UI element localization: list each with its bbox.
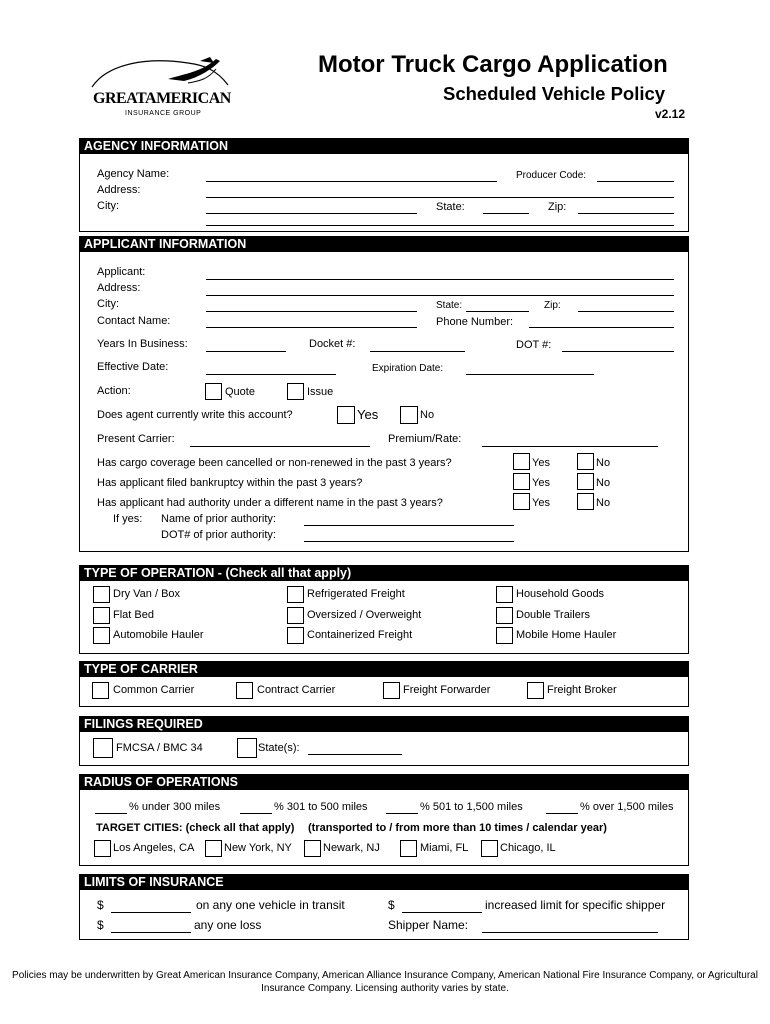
effective-date-field[interactable] (206, 374, 336, 375)
operation-checkbox[interactable] (496, 607, 513, 624)
action-label: Action: (97, 385, 131, 397)
agency-state-field[interactable] (483, 213, 529, 214)
states-label: State(s): (258, 742, 300, 754)
operation-label: Containerized Freight (307, 629, 413, 641)
operation-checkbox[interactable] (287, 627, 304, 644)
city-checkbox[interactable] (94, 840, 111, 857)
city-label: Miami, FL (420, 842, 469, 854)
operation-checkbox[interactable] (287, 586, 304, 603)
carrier-checkbox[interactable] (92, 682, 109, 699)
applicant-field[interactable] (206, 279, 674, 280)
agency-extra-field[interactable] (206, 225, 674, 226)
agent-writes-label: Does agent currently write this account? (97, 409, 293, 421)
agency-address-label: Address: (97, 184, 141, 196)
expiration-date-label: Expiration Date: (372, 363, 444, 374)
operation-label: Double Trailers (516, 609, 590, 621)
section-header: AGENCY INFORMATION (80, 139, 688, 154)
section-header: TYPE OF OPERATION - (Check all that apply) (80, 566, 688, 581)
agency-name-field[interactable] (206, 181, 497, 182)
radius-301-500-field[interactable] (240, 813, 272, 814)
limit-loss-field[interactable] (111, 932, 191, 933)
page-subtitle: Scheduled Vehicle Policy (443, 83, 666, 104)
contact-name-field[interactable] (206, 327, 417, 328)
q-bankruptcy-label: Has applicant filed bankruptcy within the past 3 years? (97, 477, 363, 489)
operation-checkbox[interactable] (496, 586, 513, 603)
section-header: RADIUS OF OPERATIONS (80, 775, 688, 790)
applicant-state-label: State: (436, 300, 463, 311)
radius-under-300-field[interactable] (95, 813, 127, 814)
shipper-name-label: Shipper Name: (388, 918, 469, 932)
radius-over-1500-label: % over 1,500 miles (580, 801, 674, 813)
agent-writes-yes-label: Yes (357, 407, 379, 422)
applicant-label: Applicant: (97, 266, 146, 278)
target-cities-label: TARGET CITIES: (check all that apply) (96, 822, 295, 834)
quote-checkbox[interactable] (205, 383, 222, 400)
applicant-city-field[interactable] (206, 311, 417, 312)
agent-writes-no-checkbox[interactable] (400, 406, 418, 424)
carrier-label: Freight Forwarder (403, 684, 491, 696)
agency-city-field[interactable] (206, 213, 417, 214)
prior-dot-label: DOT# of prior authority: (161, 529, 276, 541)
producer-code-field[interactable] (597, 181, 674, 182)
docket-label: Docket #: (309, 338, 356, 350)
applicant-state-field[interactable] (466, 311, 529, 312)
operation-checkbox[interactable] (287, 607, 304, 624)
q-bankruptcy-no-checkbox[interactable] (577, 473, 594, 490)
section-header: LIMITS OF INSURANCE (80, 875, 688, 890)
operation-label: Household Goods (516, 588, 605, 600)
radius-501-1500-label: % 501 to 1,500 miles (420, 801, 523, 813)
prior-name-field[interactable] (304, 525, 514, 526)
q-authority-yes-checkbox[interactable] (513, 493, 530, 510)
city-label: Los Angeles, CA (113, 842, 195, 854)
limit-vehicle-label: on any one vehicle in transit (196, 898, 345, 912)
docket-field[interactable] (370, 351, 465, 352)
expiration-date-field[interactable] (466, 374, 594, 375)
operation-label: Flat Bed (113, 609, 154, 621)
carrier-label: Contract Carrier (257, 684, 336, 696)
section-header: TYPE OF CARRIER (80, 662, 688, 677)
quote-label: Quote (225, 386, 255, 398)
city-label: Newark, NJ (323, 842, 380, 854)
if-yes-label: If yes: (113, 513, 143, 525)
applicant-city-label: City: (97, 298, 119, 310)
operation-label: Dry Van / Box (113, 588, 181, 600)
limit-increased-dollar: $ (388, 898, 395, 912)
states-checkbox[interactable] (237, 738, 257, 758)
agent-writes-yes-checkbox[interactable] (337, 406, 355, 424)
shipper-name-field[interactable] (482, 932, 658, 933)
q-bankruptcy-no-label: No (596, 477, 611, 489)
q-cancelled-no-checkbox[interactable] (577, 453, 594, 470)
states-field[interactable] (308, 754, 402, 755)
carrier-checkbox[interactable] (236, 682, 253, 699)
agent-writes-no-label: No (420, 409, 435, 421)
operation-checkbox[interactable] (496, 627, 513, 644)
city-checkbox[interactable] (481, 840, 498, 857)
dot-label: DOT #: (516, 339, 552, 351)
carrier-label: Freight Broker (547, 684, 617, 696)
filings-section (79, 716, 689, 766)
phone-number-field[interactable] (529, 327, 674, 328)
q-authority-no-label: No (596, 497, 611, 509)
footer-disclaimer: Policies may be underwritten by Great American Insurance Company, American Alliance Insurance Company, American National Fire Insurance Company, or Agricultural Insurance Company. Licensing authority varies by state. (12, 970, 758, 994)
limit-increased-label: increased limit for specific shipper (485, 898, 666, 912)
operation-label: Mobile Home Hauler (516, 629, 617, 641)
operation-checkbox[interactable] (93, 627, 110, 644)
section-header: APPLICANT INFORMATION (80, 237, 688, 252)
page-title: Motor Truck Cargo Application (318, 51, 668, 78)
radius-501-1500-field[interactable] (386, 813, 418, 814)
q-cancelled-no-label: No (596, 457, 611, 469)
limit-loss-label: any one loss (194, 918, 262, 932)
applicant-zip-field[interactable] (578, 311, 674, 312)
issue-checkbox[interactable] (287, 383, 304, 400)
city-checkbox[interactable] (400, 840, 417, 857)
q-authority-no-checkbox[interactable] (577, 493, 594, 510)
operation-label: Refrigerated Freight (307, 588, 405, 600)
carrier-checkbox[interactable] (527, 682, 544, 699)
agency-zip-label: Zip: (548, 201, 567, 213)
applicant-address-label: Address: (97, 282, 141, 294)
phone-number-label: Phone Number: (436, 316, 514, 328)
q-authority-label: Has applicant had authority under a different name in the past 3 years? (97, 497, 443, 509)
dot-field[interactable] (562, 351, 674, 352)
agency-address-field[interactable] (206, 197, 674, 198)
present-carrier-field[interactable] (190, 446, 370, 447)
premium-rate-label: Premium/Rate: (388, 433, 462, 445)
city-label: Chicago, IL (500, 842, 556, 854)
eagle-wing-icon (88, 55, 238, 95)
agency-state-label: State: (436, 201, 465, 213)
radius-under-300-label: % under 300 miles (129, 801, 221, 813)
operation-checkbox[interactable] (93, 586, 110, 603)
transported-note: (transported to / from more than 10 times / calendar year) (308, 822, 607, 834)
issue-label: Issue (307, 386, 334, 398)
logo-text: GREATAMERICAN (93, 90, 231, 107)
city-checkbox[interactable] (304, 840, 321, 857)
q-cancelled-label: Has cargo coverage been cancelled or non-renewed in the past 3 years? (97, 457, 452, 469)
premium-rate-field[interactable] (482, 446, 658, 447)
limit-vehicle-dollar: $ (97, 898, 104, 912)
producer-code-label: Producer Code: (516, 170, 587, 181)
city-checkbox[interactable] (205, 840, 222, 857)
years-in-business-label: Years In Business: (97, 338, 188, 350)
limit-vehicle-field[interactable] (111, 912, 191, 913)
limit-increased-field[interactable] (402, 912, 482, 913)
operation-label: Oversized / Overweight (307, 609, 422, 621)
agency-zip-field[interactable] (578, 213, 674, 214)
q-bankruptcy-yes-checkbox[interactable] (513, 473, 530, 490)
agency-city-label: City: (97, 200, 119, 212)
q-authority-yes-label: Yes (532, 497, 550, 509)
q-bankruptcy-yes-label: Yes (532, 477, 550, 489)
limit-loss-dollar: $ (97, 918, 104, 932)
prior-dot-field[interactable] (304, 541, 514, 542)
applicant-address-field[interactable] (206, 295, 674, 296)
present-carrier-label: Present Carrier: (97, 433, 175, 445)
contact-name-label: Contact Name: (97, 315, 171, 327)
version-label: v2.12 (655, 107, 686, 121)
applicant-zip-label: Zip: (544, 300, 561, 311)
fmcsa-label: FMCSA / BMC 34 (116, 742, 203, 754)
radius-over-1500-field[interactable] (546, 813, 578, 814)
q-cancelled-yes-label: Yes (532, 457, 550, 469)
section-header: FILINGS REQUIRED (80, 717, 688, 732)
agency-name-label: Agency Name: (97, 168, 170, 180)
q-cancelled-yes-checkbox[interactable] (513, 453, 530, 470)
carrier-label: Common Carrier (113, 684, 195, 696)
logo-subtext: INSURANCE GROUP (125, 110, 202, 117)
radius-301-500-label: % 301 to 500 miles (274, 801, 368, 813)
operation-checkbox[interactable] (93, 607, 110, 624)
carrier-checkbox[interactable] (383, 682, 400, 699)
fmcsa-checkbox[interactable] (93, 738, 113, 758)
city-label: New York, NY (224, 842, 292, 854)
years-in-business-field[interactable] (206, 351, 286, 352)
operation-label: Automobile Hauler (113, 629, 204, 641)
prior-name-label: Name of prior authority: (161, 513, 276, 525)
effective-date-label: Effective Date: (97, 361, 169, 373)
agency-section (79, 138, 689, 232)
